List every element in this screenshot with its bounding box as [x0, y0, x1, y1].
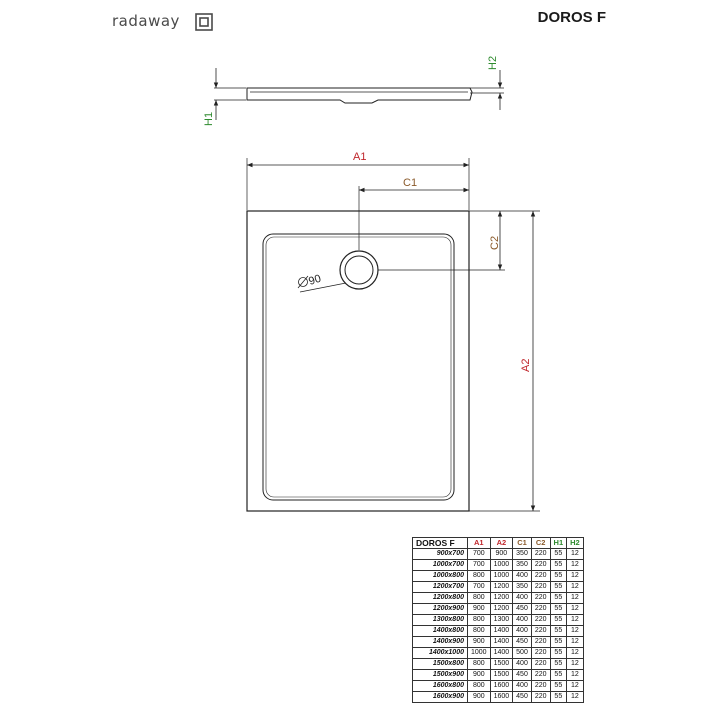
table-cell-value: 12: [567, 681, 584, 692]
table-cell-model: 900x700: [413, 549, 468, 560]
table-cell-value: 55: [550, 648, 567, 659]
table-cell-value: 12: [567, 626, 584, 637]
table-header-row: [413, 538, 584, 549]
table-cell-value: 700: [468, 582, 491, 593]
table-cell-model: 1500x900: [413, 670, 468, 681]
table-cell-model: 1600x900: [413, 692, 468, 703]
table-row: [413, 582, 584, 593]
table-cell-value: 55: [550, 571, 567, 582]
table-cell-value: 12: [567, 615, 584, 626]
table-cell-model: 1500x800: [413, 659, 468, 670]
table-cell-value: 400: [513, 615, 532, 626]
table-cell-value: 55: [550, 692, 567, 703]
table-cell-value: 800: [468, 626, 491, 637]
table-cell-value: 400: [513, 626, 532, 637]
table-cell-value: 55: [550, 549, 567, 560]
table-row: [413, 659, 584, 670]
table-cell-value: 220: [531, 571, 550, 582]
table-cell-model: 1300x800: [413, 615, 468, 626]
table-cell-model: 1000x800: [413, 571, 468, 582]
table-cell-value: 400: [513, 659, 532, 670]
table-cell-value: 1200: [490, 582, 513, 593]
table-cell-value: 220: [531, 681, 550, 692]
table-row: [413, 549, 584, 560]
table-cell-value: 220: [531, 637, 550, 648]
table-cell-value: 1500: [490, 659, 513, 670]
table-cell-value: 220: [531, 604, 550, 615]
table-row: [413, 571, 584, 582]
table-cell-value: 450: [513, 670, 532, 681]
table-cell-value: 55: [550, 593, 567, 604]
tray-inner-basin: [263, 234, 454, 500]
header-a1: A1: [468, 538, 491, 549]
a2-label: A2: [520, 358, 532, 372]
table-cell-model: 1400x1000: [413, 648, 468, 659]
a1-label: A1: [353, 151, 367, 163]
table-cell-value: 500: [513, 648, 532, 659]
header-c1: C1: [513, 538, 532, 549]
table-row: [413, 637, 584, 648]
table-cell-value: 400: [513, 593, 532, 604]
header-h2: H2: [567, 538, 584, 549]
table-cell-value: 220: [531, 670, 550, 681]
table-cell-value: 220: [531, 648, 550, 659]
table-cell-value: 1300: [490, 615, 513, 626]
table-row: [413, 692, 584, 703]
table-cell-model: 1400x900: [413, 637, 468, 648]
table-cell-value: 220: [531, 692, 550, 703]
table-cell-value: 900: [468, 692, 491, 703]
table-cell-value: 800: [468, 571, 491, 582]
table-row: [413, 681, 584, 692]
table-cell-value: 1600: [490, 692, 513, 703]
table-cell-value: 800: [468, 659, 491, 670]
table-cell-model: 1200x700: [413, 582, 468, 593]
table-cell-model: 1200x800: [413, 593, 468, 604]
table-row: [413, 670, 584, 681]
table-cell-model: 1600x800: [413, 681, 468, 692]
table-cell-value: 1400: [490, 637, 513, 648]
table-cell-value: 1000: [490, 560, 513, 571]
table-cell-value: 12: [567, 560, 584, 571]
table-cell-value: 12: [567, 670, 584, 681]
dimensions-table: [412, 537, 584, 703]
table-body: [413, 549, 584, 703]
table-cell-value: 450: [513, 692, 532, 703]
h1-label: H1: [203, 111, 215, 126]
table-row: [413, 615, 584, 626]
header-h1: H1: [550, 538, 567, 549]
table-cell-value: 55: [550, 604, 567, 615]
table-cell-value: 12: [567, 637, 584, 648]
table-cell-value: 350: [513, 560, 532, 571]
header-a2: A2: [490, 538, 513, 549]
side-profile-view: [214, 68, 504, 120]
product-title: DOROS F: [537, 9, 606, 26]
table-cell-value: 55: [550, 582, 567, 593]
table-cell-value: 700: [468, 549, 491, 560]
table-cell-value: 12: [567, 571, 584, 582]
table-cell-value: 700: [468, 560, 491, 571]
header-model: DOROS F: [413, 538, 468, 549]
table-cell-value: 55: [550, 681, 567, 692]
table-cell-value: 450: [513, 604, 532, 615]
drain-diameter-label: 90: [307, 272, 323, 288]
table-cell-value: 220: [531, 593, 550, 604]
table-cell-value: 1000: [490, 571, 513, 582]
table-cell-value: 400: [513, 681, 532, 692]
table-cell-value: 12: [567, 593, 584, 604]
table-row: [413, 593, 584, 604]
table-cell-value: 1200: [490, 593, 513, 604]
table-cell-value: 220: [531, 560, 550, 571]
table-cell-value: 900: [490, 549, 513, 560]
table-cell-value: 12: [567, 648, 584, 659]
drain-inner-ring: [345, 256, 373, 284]
table-cell-value: 1400: [490, 626, 513, 637]
table-cell-value: 1000: [468, 648, 491, 659]
table-cell-value: 800: [468, 593, 491, 604]
h2-label: H2: [487, 55, 499, 70]
table-cell-value: 400: [513, 571, 532, 582]
table-row: [413, 626, 584, 637]
table-cell-value: 350: [513, 549, 532, 560]
table-cell-value: 55: [550, 637, 567, 648]
table-cell-value: 220: [531, 615, 550, 626]
plan-view: [247, 158, 540, 511]
table-cell-value: 900: [468, 604, 491, 615]
table-cell-value: 800: [468, 615, 491, 626]
c2-label: C2: [489, 235, 501, 250]
table-cell-value: 55: [550, 626, 567, 637]
c1-label: C1: [403, 177, 418, 189]
table-cell-value: 220: [531, 549, 550, 560]
table-cell-value: 55: [550, 670, 567, 681]
table-cell-model: 1200x900: [413, 604, 468, 615]
table-cell-value: 12: [567, 604, 584, 615]
table-cell-value: 12: [567, 692, 584, 703]
table-cell-value: 12: [567, 582, 584, 593]
table-cell-value: 900: [468, 670, 491, 681]
table-cell-value: 55: [550, 615, 567, 626]
table-cell-value: 220: [531, 626, 550, 637]
table-cell-value: 55: [550, 659, 567, 670]
table-cell-value: 12: [567, 549, 584, 560]
table-cell-value: 1500: [490, 670, 513, 681]
header-c2: C2: [531, 538, 550, 549]
table-cell-value: 220: [531, 659, 550, 670]
table-cell-value: 350: [513, 582, 532, 593]
table-cell-model: 1000x700: [413, 560, 468, 571]
table-cell-value: 12: [567, 659, 584, 670]
tray-inner-basin-rim: [266, 237, 451, 497]
brand-logo-text: radaway: [112, 12, 180, 30]
table-cell-value: 900: [468, 637, 491, 648]
table-row: [413, 560, 584, 571]
table-row: [413, 648, 584, 659]
table-cell-value: 1600: [490, 681, 513, 692]
table-cell-model: 1400x800: [413, 626, 468, 637]
table-cell-value: 450: [513, 637, 532, 648]
table-cell-value: 800: [468, 681, 491, 692]
table-cell-value: 55: [550, 560, 567, 571]
tray-profile: [247, 88, 472, 103]
table-cell-value: 220: [531, 582, 550, 593]
table-cell-value: 1200: [490, 604, 513, 615]
table-cell-value: 1400: [490, 648, 513, 659]
table-row: [413, 604, 584, 615]
